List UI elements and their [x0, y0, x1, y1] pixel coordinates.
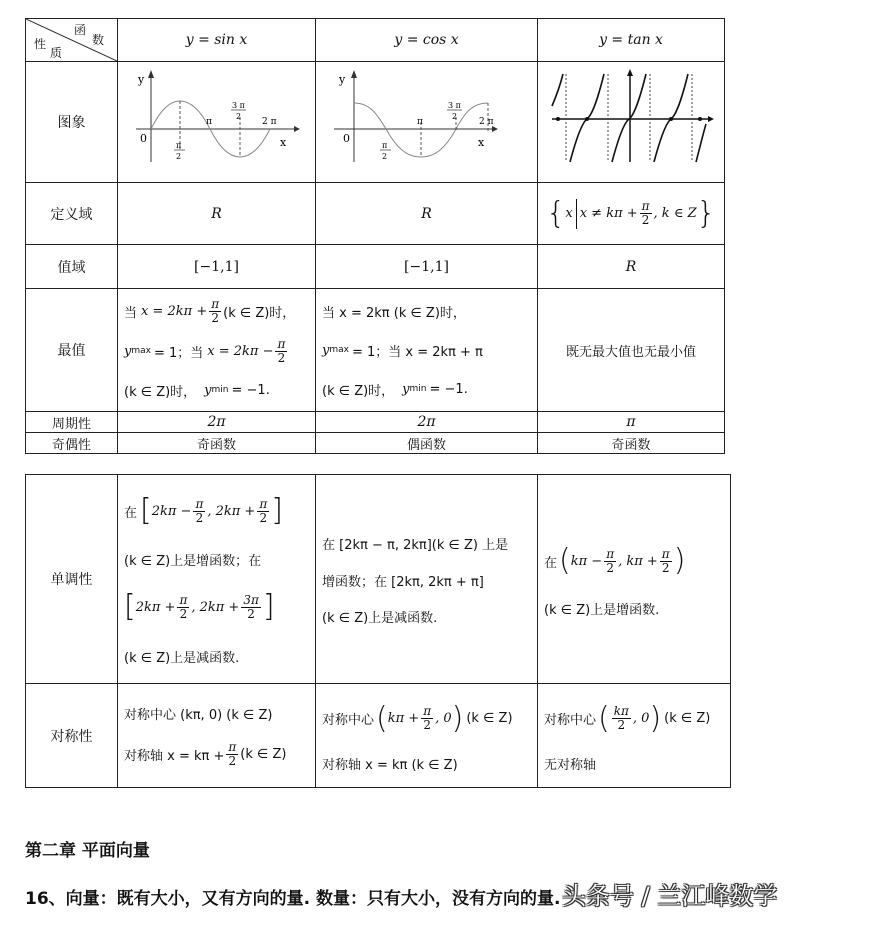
frac-num: π	[228, 740, 237, 754]
period-sin: 2π	[118, 412, 316, 433]
domain-tan-bar	[576, 199, 577, 229]
math: kπ +	[387, 711, 420, 726]
frac-den: 2	[606, 560, 614, 575]
cos-3pi2-num: 3 π	[448, 101, 461, 110]
tan-graph-cell	[538, 62, 725, 183]
monotonic-tan	[538, 475, 731, 684]
header-cos: y = cos x	[316, 19, 538, 62]
subscript: max	[329, 345, 349, 355]
cos-y-label: y	[339, 73, 346, 86]
domain-tan	[538, 183, 725, 245]
text: 对称中心	[322, 713, 375, 728]
tan-branch-2	[612, 74, 646, 162]
cos-y-arrow	[351, 70, 357, 78]
row-label-graph: 图象	[26, 62, 118, 183]
tan-zero-2	[669, 117, 673, 121]
paren-open: (	[598, 700, 610, 736]
header-tan: y = tan x	[538, 19, 725, 62]
frac-den: 2	[247, 606, 255, 621]
domain-tan-frac	[640, 200, 652, 227]
sin-graph	[118, 62, 308, 178]
paren-close: )	[649, 700, 662, 736]
parity-cos: 偶函数	[316, 433, 538, 454]
cos-origin: 0	[343, 132, 350, 145]
text: 对称轴 x = kπ (k ∈ Z)	[322, 758, 458, 773]
period-cos: 2π	[316, 412, 538, 433]
text: 在	[544, 555, 558, 571]
frac	[209, 298, 221, 325]
frac-num: π	[259, 496, 268, 511]
corner-top: 函	[74, 23, 87, 37]
frac-num: π	[661, 546, 670, 561]
row-label-monotonic: 单调性	[26, 475, 118, 684]
cos-pi2-den: 2	[382, 152, 388, 161]
extrema-sin	[118, 289, 316, 412]
frac-den: 2	[423, 718, 431, 732]
domain-tan-cond: x ≠ kπ +	[579, 206, 638, 221]
sin-x-arrow	[294, 126, 300, 132]
symmetry-sin	[118, 684, 316, 788]
text: (k ∈ Z)	[240, 747, 287, 762]
frac-den: 2	[228, 754, 237, 768]
text: = −1.	[429, 381, 468, 397]
math: y	[402, 381, 410, 397]
row-label-domain: 定义域	[26, 183, 118, 245]
frac-num: π	[195, 496, 204, 511]
text: (k ∈ Z)	[466, 711, 513, 726]
text: = −1.	[231, 382, 270, 398]
sin-pi2-num: π	[176, 141, 182, 150]
range-sin: [−1,1]	[118, 245, 316, 289]
sin-pi: π	[206, 117, 212, 127]
math: x = 2kπ −	[207, 343, 274, 359]
item-16-definition: 16、向量：既有大小，又有方向的量. 数量：只有大小，没有方向的量.	[25, 889, 561, 909]
text: 对称中心 (kπ, 0) (k ∈ Z)	[124, 708, 273, 723]
frac-num: π	[641, 199, 650, 213]
text: = 1；当 x = 2kπ + π	[351, 344, 483, 360]
cos-graph	[316, 62, 530, 178]
monotonic-cos	[316, 475, 538, 684]
frac	[275, 338, 287, 365]
frac	[612, 705, 631, 732]
frac	[660, 548, 672, 575]
bracket-close: ]	[271, 493, 283, 528]
math: , 2kπ +	[191, 599, 240, 615]
text: 当 x = 2kπ (k ∈ Z)时，	[322, 305, 466, 321]
properties-table-1	[25, 18, 725, 454]
text: 当	[124, 305, 138, 321]
text: 对称轴 x = kπ +	[124, 749, 225, 764]
text: 在 [2kπ − π, 2kπ](k ∈ Z) 上是	[322, 537, 509, 553]
text: (k ∈ Z)上是减函数.	[124, 650, 240, 666]
bracket-close: ]	[262, 589, 275, 624]
frac	[177, 594, 189, 621]
text: (k ∈ Z)上是增函数；在	[124, 553, 262, 569]
text: (k ∈ Z)时，	[322, 383, 395, 399]
math: y	[204, 382, 212, 398]
period-tan: π	[538, 412, 725, 433]
tan-zero-0	[556, 117, 560, 121]
sin-graph-cell	[118, 62, 316, 183]
tan-zero-3	[698, 117, 702, 121]
monotonic-sin	[118, 475, 316, 684]
range-cos: [−1,1]	[316, 245, 538, 289]
sin-pi2-den: 2	[176, 152, 182, 161]
symmetry-cos	[316, 684, 538, 788]
frac-num: π	[179, 592, 188, 607]
tan-branch-0	[552, 74, 563, 106]
bracket-open: [	[140, 493, 152, 528]
cos-x-label: x	[478, 136, 485, 149]
tan-branch-4	[696, 124, 706, 162]
chapter-title: 第二章 平面向量	[25, 841, 150, 861]
domain-sin: R	[118, 183, 316, 245]
frac-den: 2	[195, 510, 204, 525]
paren-open: (	[559, 543, 571, 578]
corner-bottom: 质	[50, 46, 63, 60]
text: 在	[124, 505, 138, 521]
math: , kπ +	[618, 553, 658, 569]
frac-den: 2	[641, 213, 650, 227]
cos-graph-cell	[316, 62, 538, 183]
frac-num: 3π	[243, 592, 259, 607]
frac-den: 2	[661, 560, 670, 575]
tan-x-arrow	[708, 116, 714, 122]
math: y	[124, 343, 132, 359]
frac-num: π	[211, 296, 220, 311]
row-label-period: 周期性	[26, 412, 118, 433]
math: kπ −	[570, 553, 603, 569]
subscript: max	[131, 346, 151, 356]
paren-close: )	[673, 543, 686, 578]
bracket-open: [	[124, 589, 136, 624]
text: 对称中心	[544, 713, 597, 728]
text: (k ∈ Z)上是减函数.	[322, 610, 438, 626]
math: x = 2kπ +	[141, 303, 208, 319]
frac-num: π	[277, 336, 286, 351]
frac	[226, 741, 238, 768]
brace-close: }	[696, 195, 716, 231]
text: (k ∈ Z)时，	[124, 384, 197, 400]
frac-den: 2	[617, 718, 626, 732]
row-label-symmetry: 对称性	[26, 684, 118, 788]
properties-table-2	[25, 474, 731, 788]
sin-origin: 0	[140, 132, 147, 145]
domain-tan-k: , k ∈ Z	[653, 206, 697, 221]
tan-graph	[538, 62, 723, 178]
cos-pi: π	[417, 117, 423, 127]
sin-3pi2-num: 3 π	[232, 101, 245, 110]
frac-den: 2	[277, 350, 286, 365]
watermark: 头条号 / 兰江峰数学	[562, 882, 778, 910]
math: 2kπ +	[135, 599, 176, 615]
frac-den: 2	[211, 310, 219, 325]
sin-y-arrow	[148, 70, 154, 78]
frac-den: 2	[259, 510, 268, 525]
frac-den: 2	[179, 606, 188, 621]
row-label-extrema: 最值	[26, 289, 118, 412]
text: (k ∈ Z)	[664, 711, 711, 726]
sin-3pi2-den: 2	[236, 112, 242, 121]
parity-sin: 奇函数	[118, 433, 316, 454]
corner-right: 数	[92, 33, 105, 47]
frac-num: π	[423, 704, 432, 718]
header-sin: y = sin x	[118, 19, 316, 62]
math: 2kπ −	[151, 503, 192, 519]
row-label-range: 值域	[26, 245, 118, 289]
sin-x-label: x	[280, 136, 287, 149]
sin-2pi: 2 π	[262, 117, 277, 127]
extrema-tan: 既无最大值也无最小值	[538, 289, 725, 412]
frac	[421, 705, 433, 732]
brace-open: {	[546, 195, 566, 231]
parity-tan: 奇函数	[538, 433, 725, 454]
math: y	[322, 342, 330, 358]
domain-tan-x: x	[565, 206, 573, 221]
cos-2pi: 2 π	[479, 117, 494, 127]
text: 无对称轴	[544, 758, 597, 773]
range-tan: R	[538, 245, 725, 289]
frac-num: kπ	[613, 704, 629, 718]
text: = 1；当	[153, 345, 204, 361]
sin-y-label: y	[138, 73, 145, 86]
text: 增函数；在 [2kπ, 2kπ + π]	[322, 574, 484, 590]
text: (k ∈ Z)时，	[223, 305, 296, 321]
math: , 2kπ +	[207, 503, 256, 519]
cos-pi2-num: π	[382, 141, 388, 150]
tan-zero-1	[585, 117, 589, 121]
extrema-cos	[316, 289, 538, 412]
corner-header	[26, 19, 118, 62]
frac	[193, 498, 205, 525]
cos-3pi2-den: 2	[452, 112, 458, 121]
frac-num: π	[606, 546, 615, 561]
frac	[257, 498, 269, 525]
row-label-parity: 奇偶性	[26, 433, 118, 454]
frac	[604, 548, 616, 575]
math: , 0	[632, 711, 650, 726]
subscript: min	[409, 384, 427, 394]
paren-open: (	[376, 700, 388, 736]
subscript: min	[211, 385, 229, 395]
frac	[241, 594, 261, 621]
paren-close: )	[451, 700, 464, 736]
math: , 0	[435, 711, 452, 726]
symmetry-tan	[538, 684, 731, 788]
text: (k ∈ Z)上是增函数.	[544, 602, 660, 618]
corner-left: 性	[34, 37, 47, 51]
domain-cos: R	[316, 183, 538, 245]
tan-y-arrow	[627, 69, 633, 76]
